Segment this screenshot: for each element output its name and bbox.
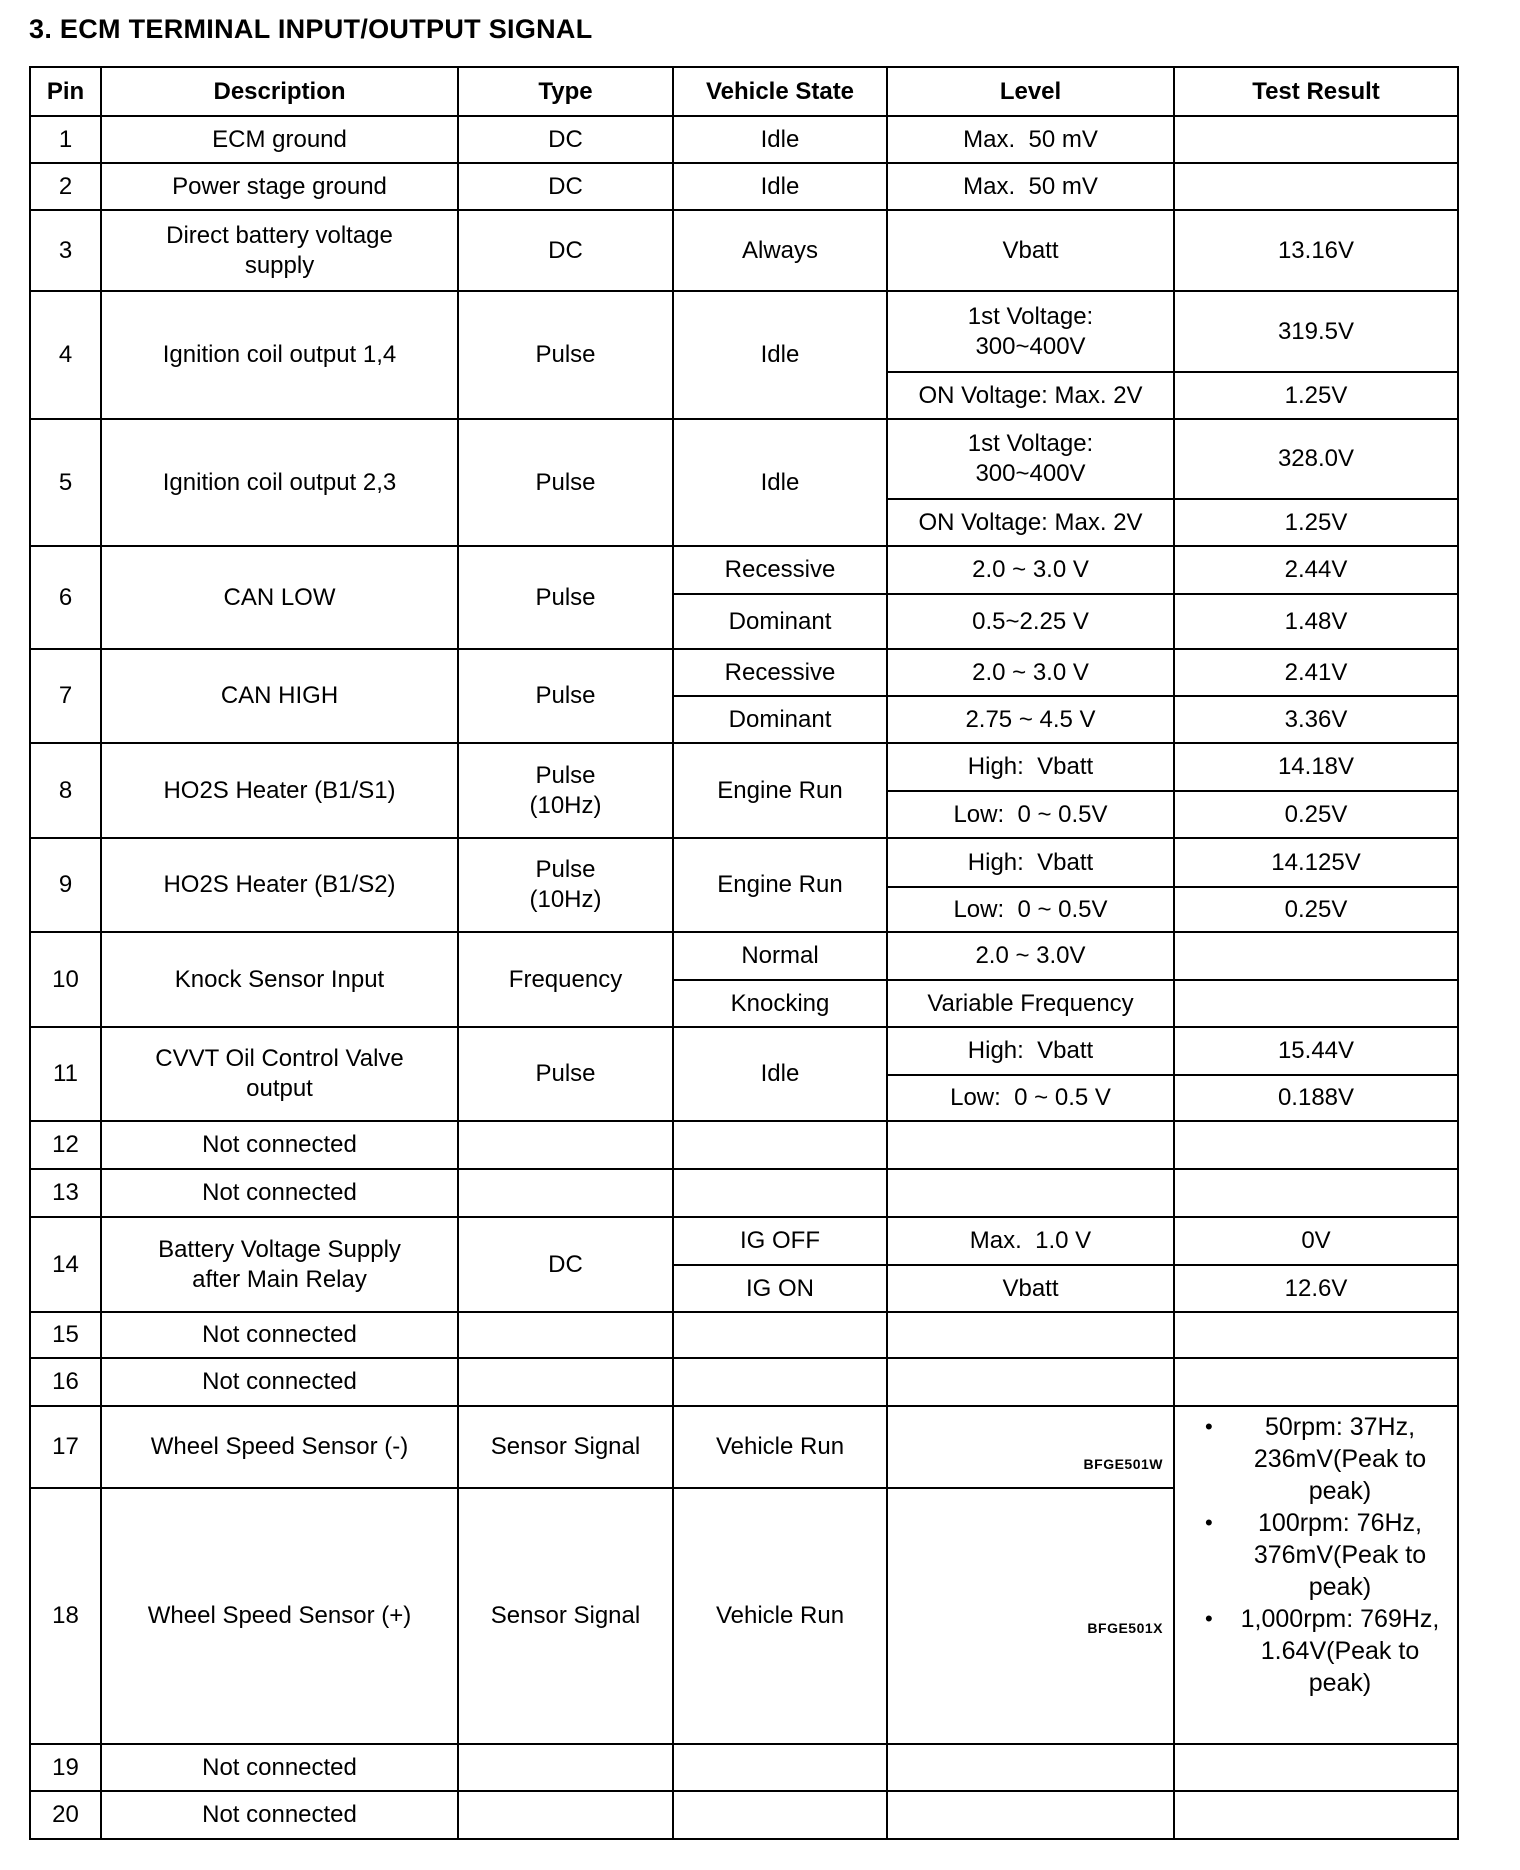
level-cell: Max. 50 mV [887, 116, 1174, 163]
pin-cell: 6 [30, 546, 101, 649]
test-result-cell [1174, 980, 1458, 1027]
level-cell: ON Voltage: Max. 2V [887, 499, 1174, 546]
type-cell: Sensor Signal [458, 1488, 673, 1744]
pin-cell: 11 [30, 1027, 101, 1121]
level-waveform-image [887, 1488, 1174, 1744]
vehicle-state-cell: Idle [673, 419, 887, 546]
pin-cell: 18 [30, 1488, 101, 1744]
pin-cell: 9 [30, 838, 101, 932]
description-cell: Power stage ground [101, 163, 458, 210]
type-cell: Pulse (10Hz) [458, 743, 673, 838]
description-cell: HO2S Heater (B1/S1) [101, 743, 458, 838]
level-cell [887, 1312, 1174, 1358]
test-result-cell: 328.0V [1174, 419, 1458, 499]
type-cell: DC [458, 210, 673, 291]
description-cell: HO2S Heater (B1/S2) [101, 838, 458, 932]
level-cell [887, 1358, 1174, 1406]
pin-cell: 2 [30, 163, 101, 210]
level-cell: 1st Voltage: 300~400V [887, 291, 1174, 372]
table-row [30, 1121, 1458, 1169]
test-result-cell: 0V [1174, 1217, 1458, 1265]
test-result-cell [1174, 1406, 1458, 1744]
level-cell [887, 1744, 1174, 1791]
test-result-cell: 14.18V [1174, 743, 1458, 791]
vehicle-state-cell [673, 1791, 887, 1839]
pin-cell: 8 [30, 743, 101, 838]
level-cell: Low: 0 ~ 0.5V [887, 887, 1174, 932]
test-result-cell [1174, 932, 1458, 980]
level-cell: 2.0 ~ 3.0V [887, 932, 1174, 980]
description-cell: Ignition coil output 2,3 [101, 419, 458, 546]
type-cell: Pulse [458, 291, 673, 419]
type-cell [458, 1169, 673, 1217]
pin-cell: 12 [30, 1121, 101, 1169]
vehicle-state-cell [673, 1121, 887, 1169]
pin-cell: 7 [30, 649, 101, 743]
test-result-cell [1174, 116, 1458, 163]
list-item: • 100rpm: 76Hz, 376mV(Peak to peak) [1231, 1507, 1449, 1603]
level-cell: ON Voltage: Max. 2V [887, 372, 1174, 419]
description-cell: Not connected [101, 1358, 458, 1406]
vehicle-state-cell: Idle [673, 163, 887, 210]
pin-cell: 10 [30, 932, 101, 1027]
description-cell: Wheel Speed Sensor (+) [101, 1488, 458, 1744]
vehicle-state-cell [673, 1169, 887, 1217]
description-cell: Battery Voltage Supply after Main Relay [101, 1217, 458, 1312]
vehicle-state-cell: Normal [673, 932, 887, 980]
description-cell: Not connected [101, 1169, 458, 1217]
test-result-cell [1174, 1121, 1458, 1169]
test-result-cell: 14.125V [1174, 838, 1458, 887]
vehicle-state-cell [673, 1358, 887, 1406]
level-cell: Low: 0 ~ 0.5 V [887, 1075, 1174, 1121]
section-title: 3. ECM TERMINAL INPUT/OUTPUT SIGNAL [29, 14, 593, 44]
vehicle-state-cell [673, 1312, 887, 1358]
description-cell: CAN LOW [101, 546, 458, 649]
level-cell: Low: 0 ~ 0.5V [887, 791, 1174, 838]
header-vehicle-state: Vehicle State [673, 67, 887, 116]
header-level: Level [887, 67, 1174, 116]
pin-cell: 16 [30, 1358, 101, 1406]
description-cell: Direct battery voltage supply [101, 210, 458, 291]
test-result-cell: 3.36V [1174, 696, 1458, 743]
test-result-cell: 15.44V [1174, 1027, 1458, 1075]
table-row [30, 932, 1458, 980]
description-cell: CAN HIGH [101, 649, 458, 743]
type-cell: Pulse [458, 546, 673, 649]
vehicle-state-cell: Always [673, 210, 887, 291]
list-item: • 50rpm: 37Hz, 236mV(Peak to peak) [1231, 1411, 1449, 1507]
table-row [30, 1358, 1458, 1406]
type-cell: Frequency [458, 932, 673, 1027]
level-cell [887, 1121, 1174, 1169]
header-type: Type [458, 67, 673, 116]
type-cell: Pulse (10Hz) [458, 838, 673, 932]
test-result-cell: 319.5V [1174, 291, 1458, 372]
test-result-cell: 0.25V [1174, 791, 1458, 838]
description-cell: Not connected [101, 1121, 458, 1169]
header-pin: Pin [30, 67, 101, 116]
pin-cell: 13 [30, 1169, 101, 1217]
test-result-cell: 13.16V [1174, 210, 1458, 291]
test-result-cell: 0.188V [1174, 1075, 1458, 1121]
type-cell [458, 1121, 673, 1169]
list-item: • 1,000rpm: 769Hz, 1.64V(Peak to peak) [1231, 1603, 1449, 1699]
description-cell: Not connected [101, 1744, 458, 1791]
type-cell: Sensor Signal [458, 1406, 673, 1488]
vehicle-state-cell: Recessive [673, 649, 887, 696]
level-cell: Max. 50 mV [887, 163, 1174, 210]
table-row [30, 1791, 1458, 1839]
table-row [30, 1406, 1458, 1488]
test-result-cell [1174, 1744, 1458, 1791]
vehicle-state-cell: Idle [673, 291, 887, 419]
pin-cell: 5 [30, 419, 101, 546]
vehicle-state-cell: Idle [673, 1027, 887, 1121]
vehicle-state-cell: Engine Run [673, 838, 887, 932]
level-cell: High: Vbatt [887, 743, 1174, 791]
vehicle-state-cell: Idle [673, 116, 887, 163]
vehicle-state-cell: IG OFF [673, 1217, 887, 1265]
header-description: Description [101, 67, 458, 116]
pin-cell: 15 [30, 1312, 101, 1358]
table-row [30, 419, 1458, 499]
test-result-cell: 12.6V [1174, 1265, 1458, 1312]
description-cell: Ignition coil output 1,4 [101, 291, 458, 419]
level-cell: High: Vbatt [887, 838, 1174, 887]
description-cell: Wheel Speed Sensor (-) [101, 1406, 458, 1488]
test-result-cell: 2.41V [1174, 649, 1458, 696]
type-cell: DC [458, 1217, 673, 1312]
table-row [30, 116, 1458, 163]
table-row [30, 743, 1458, 791]
test-result-cell [1174, 1312, 1458, 1358]
vehicle-state-cell: Vehicle Run [673, 1488, 887, 1744]
description-cell: ECM ground [101, 116, 458, 163]
level-cell: 0.5~2.25 V [887, 594, 1174, 649]
type-cell: DC [458, 116, 673, 163]
pin-cell: 17 [30, 1406, 101, 1488]
level-cell: Vbatt [887, 1265, 1174, 1312]
table-row [30, 649, 1458, 696]
vehicle-state-cell: Recessive [673, 546, 887, 594]
header-test-result: Test Result [1174, 67, 1458, 116]
level-cell: Max. 1.0 V [887, 1217, 1174, 1265]
table-row [30, 838, 1458, 887]
table-row [30, 210, 1458, 291]
test-result-cell: 1.48V [1174, 594, 1458, 649]
test-result-cell [1174, 1169, 1458, 1217]
vehicle-state-cell [673, 1744, 887, 1791]
description-cell: Knock Sensor Input [101, 932, 458, 1027]
table-row [30, 546, 1458, 594]
type-cell: Pulse [458, 1027, 673, 1121]
type-cell [458, 1744, 673, 1791]
pin-cell: 20 [30, 1791, 101, 1839]
test-result-cell: 1.25V [1174, 372, 1458, 419]
pin-cell: 1 [30, 116, 101, 163]
description-cell: Not connected [101, 1312, 458, 1358]
table-row [30, 1217, 1458, 1265]
type-cell: Pulse [458, 649, 673, 743]
vehicle-state-cell: Vehicle Run [673, 1406, 887, 1488]
level-cell: 2.0 ~ 3.0 V [887, 649, 1174, 696]
table-row [30, 1312, 1458, 1358]
table-row [30, 291, 1458, 372]
type-cell: Pulse [458, 419, 673, 546]
level-cell: 2.0 ~ 3.0 V [887, 546, 1174, 594]
description-cell: Not connected [101, 1791, 458, 1839]
test-result-cell [1174, 1791, 1458, 1839]
type-cell [458, 1312, 673, 1358]
type-cell: DC [458, 163, 673, 210]
level-cell [887, 1169, 1174, 1217]
vehicle-state-cell: Dominant [673, 594, 887, 649]
level-cell: 1st Voltage: 300~400V [887, 419, 1174, 499]
pin-cell: 4 [30, 291, 101, 419]
pin-cell: 19 [30, 1744, 101, 1791]
vehicle-state-cell: Engine Run [673, 743, 887, 838]
test-result-cell: 1.25V [1174, 499, 1458, 546]
level-cell [887, 1791, 1174, 1839]
wheel-speed-results-list [1205, 1411, 1449, 1699]
level-cell: Vbatt [887, 210, 1174, 291]
level-cell: 2.75 ~ 4.5 V [887, 696, 1174, 743]
description-cell: CVVT Oil Control Valve output [101, 1027, 458, 1121]
image-code-label: BFGE501X [1087, 1620, 1163, 1636]
table-row [30, 1744, 1458, 1791]
pin-cell: 3 [30, 210, 101, 291]
test-result-cell: 0.25V [1174, 887, 1458, 932]
table-row [30, 1169, 1458, 1217]
pin-cell: 14 [30, 1217, 101, 1312]
test-result-cell [1174, 163, 1458, 210]
level-cell: High: Vbatt [887, 1027, 1174, 1075]
image-code-label: BFGE501W [1083, 1456, 1163, 1472]
type-cell [458, 1358, 673, 1406]
table-row [30, 1027, 1458, 1075]
test-result-cell: 2.44V [1174, 546, 1458, 594]
level-cell: Variable Frequency [887, 980, 1174, 1027]
table-row [30, 163, 1458, 210]
test-result-cell [1174, 1358, 1458, 1406]
vehicle-state-cell: Dominant [673, 696, 887, 743]
table-header-row [30, 67, 1458, 116]
type-cell [458, 1791, 673, 1839]
vehicle-state-cell: Knocking [673, 980, 887, 1027]
ecm-signal-table [29, 66, 1459, 1840]
level-waveform-image [887, 1406, 1174, 1488]
vehicle-state-cell: IG ON [673, 1265, 887, 1312]
